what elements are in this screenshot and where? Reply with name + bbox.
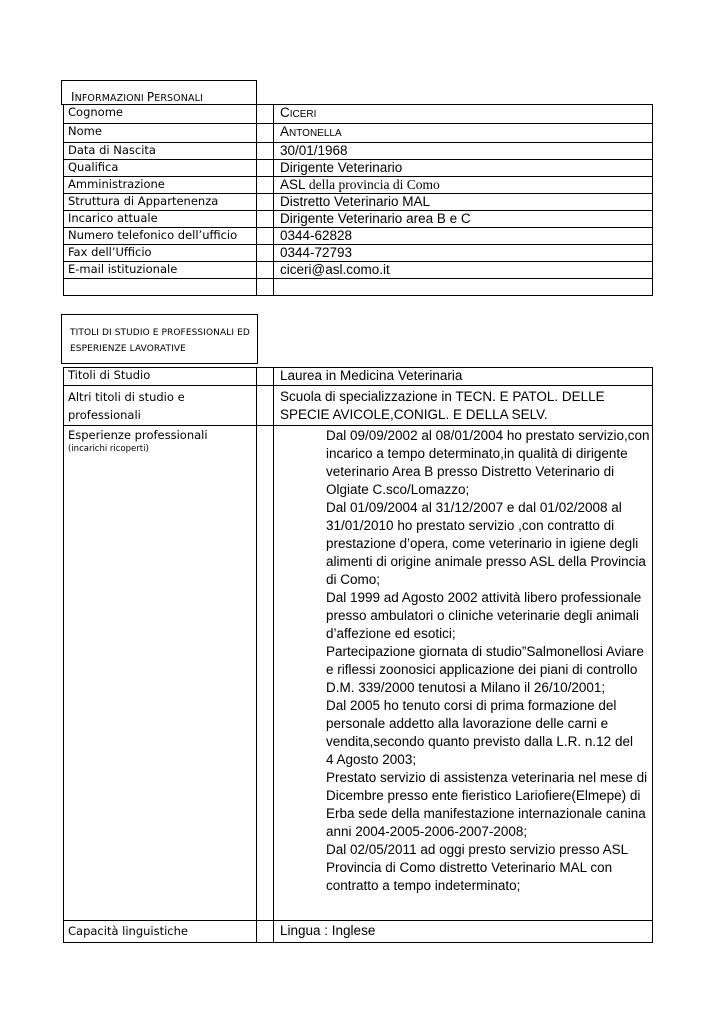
experience-line: contratto a tempo indeterminato; — [326, 878, 521, 893]
field-value: 30/01/1968 — [274, 143, 653, 160]
spacer-cell — [257, 262, 274, 279]
field-value: 0344-62828 — [274, 228, 653, 245]
experience-line: Olgiate C.sco/Lomazzo; — [326, 482, 470, 497]
field-label — [64, 279, 257, 296]
lingue-value: Lingua : Inglese — [274, 921, 653, 943]
title-cap: P — [146, 90, 155, 104]
experience-line: prestazione d’opera, come veterinario in igiene degli — [326, 536, 639, 551]
experience-line: Erba sede della manifestazione internazionale canina — [326, 806, 646, 821]
experience-line: personale addetto alla lavorazione delle carni e — [326, 716, 609, 731]
experience-line: di Como; — [326, 572, 381, 587]
field-value: Distretto Veterinario MAL — [274, 194, 653, 211]
field-value — [274, 177, 653, 194]
experience-line: Dicembre presso ente fieristico Lariofiere(Elmepe) di — [326, 788, 641, 803]
field-label: Data di Nascita — [64, 143, 257, 160]
table-row — [64, 177, 653, 194]
table-row — [64, 211, 653, 228]
altri-value-line2: SPECIE AVICOLE,CONIGL. E DELLA SELV. — [280, 407, 548, 422]
field-value: CICERI — [274, 105, 653, 124]
spacer-cell — [257, 105, 274, 124]
experience-line: Dal 09/09/2002 al 08/01/2004 ho prestato servizio,con — [326, 428, 650, 443]
esperienze-value-cell — [274, 426, 653, 921]
table-row — [64, 194, 653, 211]
table-row — [64, 105, 653, 124]
field-value-part: della provincia di Como — [305, 177, 440, 192]
altri-value-line1: Scuola di specializzazione in TECN. E PATOL. DELLE — [280, 389, 605, 404]
spacer-cell — [257, 211, 274, 228]
field-value: 0344-72793 — [274, 245, 653, 262]
experience-line: Dal 1999 ad Agosto 2002 attività libero professionale — [326, 590, 642, 605]
experience-line: incarico a tempo determinato,in qualità di dirigente — [326, 446, 628, 461]
section-personal-info-title — [71, 90, 203, 104]
experience-line: 4 Agosto 2003; — [326, 752, 417, 767]
spacer-cell — [257, 426, 274, 921]
lingue-label: Capacità linguistiche — [64, 921, 257, 943]
education-table — [63, 367, 653, 943]
section-education-title-line2: ESPERIENZE LAVORATIVE — [70, 344, 186, 354]
table-row — [64, 124, 653, 143]
esperienze-label-cell — [64, 426, 257, 921]
field-label: Fax dell’Ufficio — [64, 245, 257, 262]
experience-line: Partecipazione giornata di studio”Salmonellosi Aviare — [326, 644, 644, 659]
experience-line: vendita,secondo quanto previsto dalla L.R. n.12 del — [326, 734, 633, 749]
spacer-cell — [257, 386, 274, 426]
spacer-cell — [257, 228, 274, 245]
spacer-cell — [257, 160, 274, 177]
title-rest: ERSONALI — [154, 93, 203, 104]
section-personal-info-header — [61, 80, 257, 105]
field-value: ANTONELLA — [274, 124, 653, 143]
field-value: Dirigente Veterinario area B e C — [274, 211, 653, 228]
spacer-cell — [257, 177, 274, 194]
experience-line: e riflessi zoonosici applicazione dei piani di controllo — [326, 662, 638, 677]
experience-line: Dal 02/05/2011 ad oggi presto servizio presso ASL — [326, 842, 629, 857]
table-row — [64, 228, 653, 245]
table-row — [64, 143, 653, 160]
spacer-cell — [257, 143, 274, 160]
experience-line: alimenti di origine animale presso ASL della Provincia — [326, 554, 646, 569]
experience-line: anni 2004-2005-2006-2007-2008; — [326, 824, 528, 839]
field-label: Struttura di Appartenenza — [64, 194, 257, 211]
section-education-title-line1: TITOLI DI STUDIO E PROFESSIONALI ED — [70, 328, 250, 338]
table-row — [64, 160, 653, 177]
spacer-cell — [257, 921, 274, 943]
section-education-header — [61, 314, 258, 364]
field-label: Qualifica — [64, 160, 257, 177]
spacer-cell — [257, 124, 274, 143]
spacer-cell — [257, 279, 274, 296]
spacer-cell — [257, 194, 274, 211]
table-row — [64, 921, 653, 943]
altri-label-line1: Altri titoli di studio e — [68, 390, 185, 404]
experience-line: d’affezione ed esotici; — [326, 626, 456, 641]
field-value-part: ASL — [280, 177, 306, 192]
field-label: Cognome — [64, 105, 257, 124]
field-label: Numero telefonico dell’ufficio — [64, 228, 257, 245]
table-row — [64, 262, 653, 279]
field-label: Amministrazione — [64, 177, 257, 194]
experience-line: veterinario Area B presso Distretto Veterinario di — [326, 464, 615, 479]
titoli-label: Titoli di Studio — [64, 368, 257, 386]
spacer-cell — [257, 245, 274, 262]
field-label: Nome — [64, 124, 257, 143]
title-cap: I — [71, 90, 75, 104]
experience-line: Dal 01/09/2004 al 31/12/2007 e dal 01/02/2008 al — [326, 500, 622, 515]
field-value: Dirigente Veterinario — [274, 160, 653, 177]
table-row — [64, 245, 653, 262]
experience-line: D.M. 339/2000 tenutosi a Milano il 26/10/2001; — [326, 680, 606, 695]
titoli-value: Laurea in Medicina Veterinaria — [274, 368, 653, 386]
table-row — [64, 386, 653, 426]
esperienze-sublabel: (incarichi ricoperti) — [68, 444, 149, 454]
esperienze-label: Esperienze professionali — [68, 428, 208, 442]
personal-info-table — [63, 104, 653, 296]
field-label: Incarico attuale — [64, 211, 257, 228]
field-label: E-mail istituzionale — [64, 262, 257, 279]
table-row — [64, 279, 653, 296]
experience-line: 31/01/2010 ho prestato servizio ,con contratto di — [326, 518, 615, 533]
experience-line: Prestato servizio di assistenza veterinaria nel mese di — [326, 770, 648, 785]
table-row — [64, 426, 653, 921]
table-row — [64, 368, 653, 386]
experience-line: Dal 2005 ho tenuto corsi di prima formazione del — [326, 698, 617, 713]
field-value: ciceri@asl.como.it — [274, 262, 653, 279]
spacer-cell — [257, 368, 274, 386]
altri-titoli-label — [64, 386, 257, 426]
title-rest: NFORMAZIONI — [74, 93, 147, 104]
experience-line: Provincia di Como distretto Veterinario MAL con — [326, 860, 613, 875]
esperienze-text — [274, 426, 652, 895]
altri-titoli-value — [274, 386, 653, 426]
altri-label-line2: professionali — [68, 408, 141, 422]
experience-line: presso ambulatori o cliniche veterinarie degli animali — [326, 608, 639, 623]
field-value — [274, 279, 653, 296]
